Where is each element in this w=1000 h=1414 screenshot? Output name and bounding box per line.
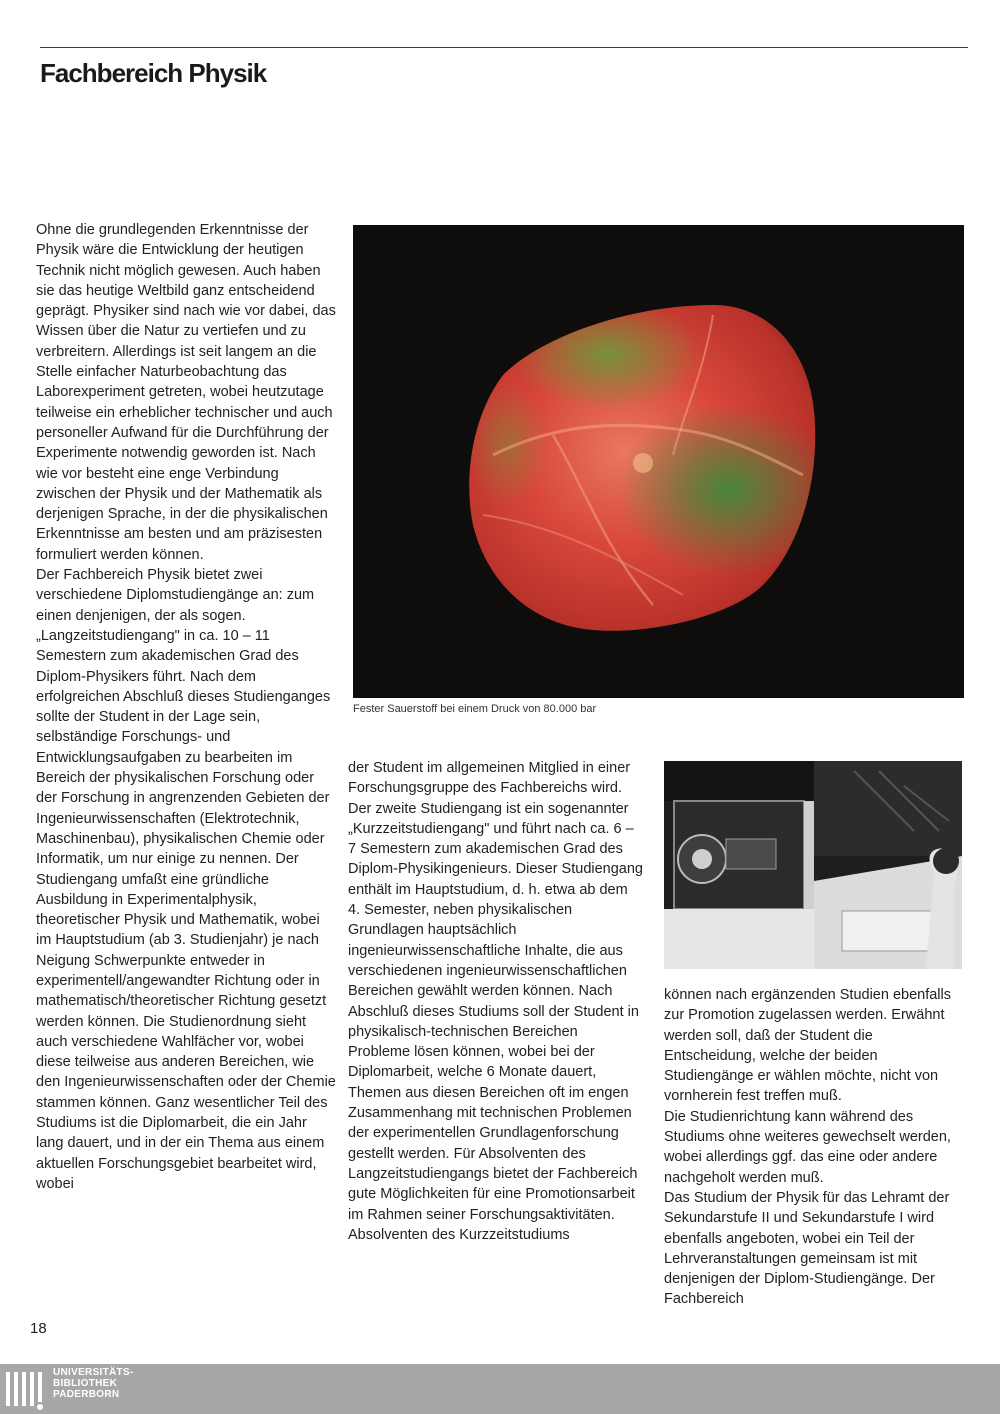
library-name-line-2: BIBLIOTHEK	[53, 1378, 118, 1389]
column1-paragraph-1: Ohne die grundlegenden Erkenntnisse der Physik wäre die Entwicklung der heutigen Technik nicht möglich gewesen. Auch haben sie das heutige Weltbild ganz entscheidend geprägt. Physiker sind nach wie vor dabei, das Wissen über die Natur zu vertiefen und zu verbreitern. Allerdings ist seit langem an die Stelle einfacher Naturbeobachtung das Laborexperiment getreten, wobei heutzutage teilweise ein erheblicher technischer und auch personeller Aufwand für die Durchführung der Experimente notwendig geworden ist. Nach wie vor besteht eine enge Verbindung zwischen der Physik und der Mathematik als derjenigen Sprache, in der die physikalischen Erkenntnisse am besten und am präzisesten formuliert werden können.	[36, 222, 336, 563]
library-footer	[0, 1364, 1000, 1414]
crystal-photo-caption: Fester Sauerstoff bei einem Druck von 80.000 bar	[353, 703, 597, 715]
crystal-photo	[353, 225, 964, 698]
text-column-2	[348, 758, 643, 1245]
lab-photo	[664, 761, 962, 969]
column2-paragraph-2: Der zweite Studiengang ist ein sogenannter „Kurzzeitstudiengang" und führt nach ca. 6 – 7 Semestern zum akademischen Grad des Diplom-Physikingenieurs. Dieser Studiengang enthält im Hauptstudium, d. h. etwa ab dem 4. Semester, neben physikalischen Grundlagen hauptsächlich ingenieurwissenschaftliche Inhalte, die aus verschiedenen ingenieurwissenschaftlichen Bereichen gewählt werden können. Nach Abschluß dieses Studiums soll der Student in physikalisch-technischen Bereichen Probleme lösen können, wobei bei der Diplomarbeit, welche 6 Monate dauert, Themen aus diesen Bereichen oft im engen Zusammenhang mit technischen Problemen der experimentellen Grundlagenforschung gestellt werden. Für Absolventen des Langzeitstudiengangs bietet der Fachbereich gute Möglichkeiten für eine Promotionsarbeit im Rahmen seiner Forschungsaktivitäten. Absolventen des Kurzzeitstudiums	[348, 800, 643, 1243]
column3-paragraph-1: können nach ergänzenden Studien ebenfalls zur Promotion zugelassen werden. Erwähnt werden soll, daß der Student die Entscheidung, welche der beiden Studiengänge er wählen möchte, nicht von vornherein fest treffen muß.	[664, 987, 952, 1105]
library-name-line-1: UNIVERSITÄTS-	[53, 1367, 134, 1378]
header-rule	[40, 47, 968, 48]
column1-paragraph-2: Der Fachbereich Physik bietet zwei verschiedene Diplomstudiengänge an: zum einen denjenigen, der als sogen. „Langzeitstudiengang" in ca. 10 – 11 Semestern zum akademischen Grad des Diplom-Physikers führt. Nach dem erfolgreichen Abschluß dieses Studienganges sollte der Student in der Lage sein, selbständige Forschungs- und Entwicklungsaufgaben zu bearbeiten im Bereich der physikalischen Forschung oder der Forschung in angrenzenden Gebieten der Ingenieurwissenschaften (Elektrotechnik, Maschinenbau), physikalischen Chemie oder Informatik, um nur einige zu nennen. Der Studiengang umfaßt eine gründliche Ausbildung in Experimentalphysik, theoretischer Physik und Mathematik, wobei im Hauptstudium (ab 3. Studienjahr) je nach Neigung Schwerpunkte entweder in experimentell/angewandter Richtung oder in mathematisch/theoretischer Richtung gesetzt werden können. Die Studienordnung sieht auch verschiedene Wahlfächer vor, wobei diese teilweise aus anderen Bereichen, wie den Ingenieurwissenschaften oder der Chemie stammen können. Ganz wesentlicher Teil des Studiums ist die Diplomarbeit, die ein Jahr lang dauert, und in der ein Thema aus einem aktuellen Forschungsgebiet bearbeitet wird, wobei	[36, 567, 336, 1192]
library-logo-icon	[4, 1366, 50, 1412]
column3-paragraph-3: Das Studium der Physik für das Lehramt der Sekundarstufe II und Sekundarstufe I wird ebenfalls angeboten, wobei ein Teil der Lehrveranstaltungen gemeinsam ist mit denjenigen der Diplom-Studiengänge. Der Fachbereich	[664, 1189, 950, 1308]
library-name-line-3: PADERBORN	[53, 1389, 120, 1400]
page-number: 18	[30, 1320, 47, 1337]
library-name	[53, 1367, 134, 1400]
column3-paragraph-2: Die Studienrichtung kann während des Studiums ohne weiteres gewechselt werden, wobei allerdings ggf. das eine oder andere nachgeholt werden muß.	[664, 1108, 951, 1186]
text-column-3	[664, 985, 964, 1310]
text-column-1	[36, 220, 336, 1194]
column2-paragraph-1: der Student im allgemeinen Mitglied in einer Forschungsgruppe des Fachbereichs wird.	[348, 760, 631, 797]
page-title: Fachbereich Physik	[40, 58, 267, 88]
